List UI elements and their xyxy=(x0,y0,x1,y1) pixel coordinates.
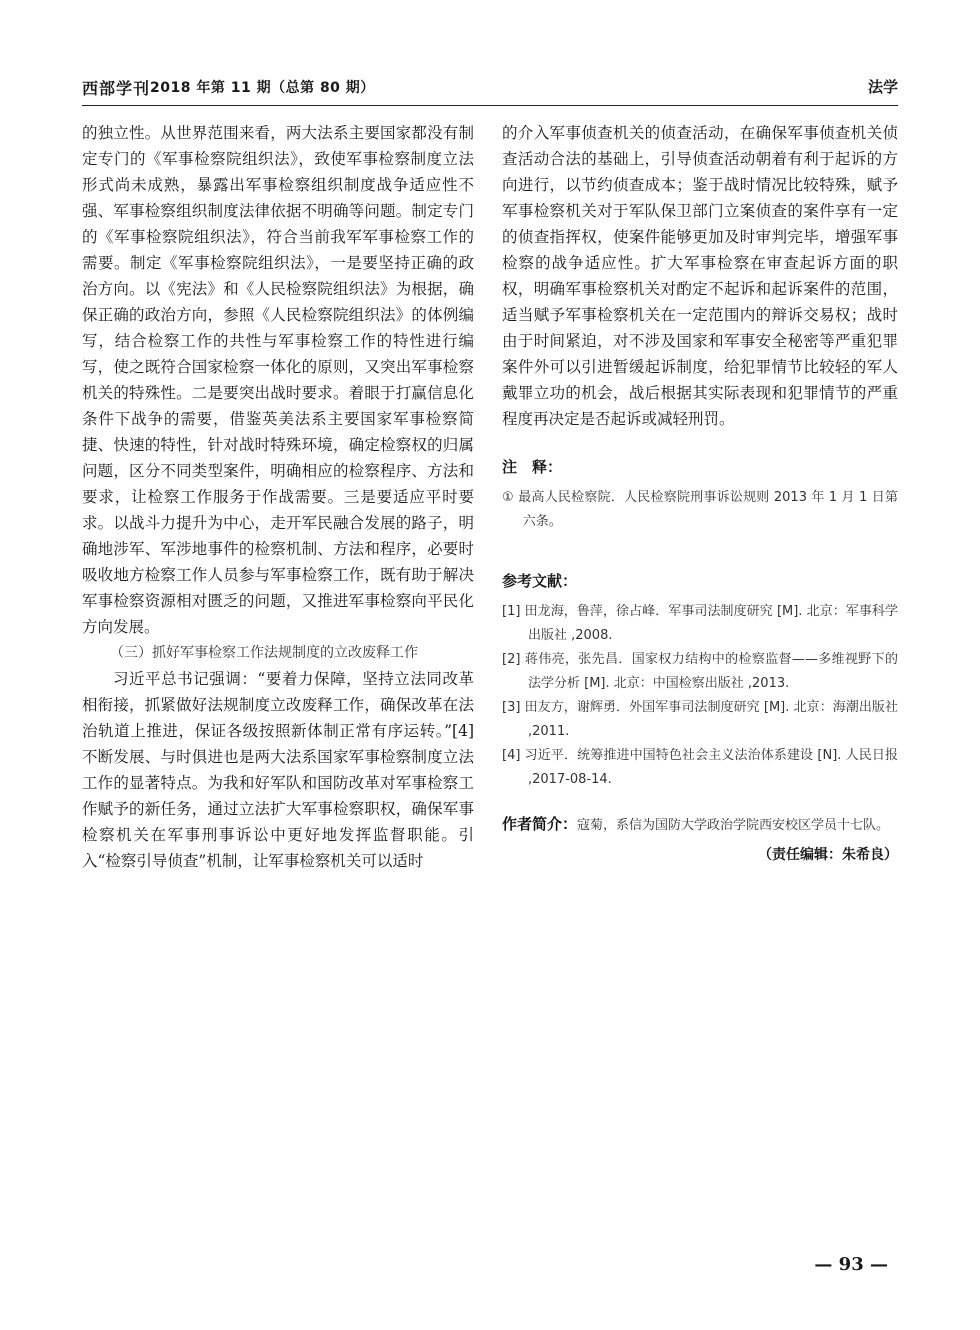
header-rule xyxy=(82,105,898,106)
references-title: 参考文献： xyxy=(502,572,578,590)
note-item: ① 最高人民检察院．人民检察院刑事诉讼规则 2013 年 1 月 1 日第六条。 xyxy=(502,490,898,529)
body-paragraph: 习近平总书记强调：“要着力保障，坚持立法同改革相衔接，抓紧做好法规制度立改废释工作，确保改革在法治轨道上推进，保证各级按照新体制正常有序运转。”[4] 不断发展、与时俱进也是两大法系国家军事检察制度立法工作的显著特点。为我和好军队和国防改革对军事检察工作赋予的新任务，通过立法扩大军事检察职权，确保军事检察机关在军事刑事诉讼中更好地发挥监督职能。引入“检察引导侦查”机制，让军事检察机关可以适时 xyxy=(82,670,474,870)
author-label: 作者简介： xyxy=(502,815,578,833)
body-paragraph: 的介入军事侦查机关的侦查活动，在确保军事侦查机关侦查活动合法的基础上，引导侦查活动朝着有利于起诉的方向进行，以节约侦查成本；鉴于战时情况比较特殊，赋予军事检察机关对于军队保卫部门立案侦查的案件享有一定的侦查指挥权，使案件能够更加及时审判完毕，增强军事检察的战争适应性。扩大军事检察在审查起诉方面的职权，明确军事检察机关对酌定不起诉和起诉案件的范围，适当赋予军事检察机关在一定范围内的辩诉交易权；战时由于时间紧迫，对不涉及国家和军事安全秘密等严重犯罪案件外可以引进暂缓起诉制度，给犯罪情节比较轻的军人戴罪立功的机会，战后根据其实际表现和犯罪情节的严重程度再决定是否起诉或减轻刑罚。 xyxy=(502,124,898,428)
running-header xyxy=(82,76,898,102)
body-paragraph: 的独立性。从世界范围来看，两大法系主要国家都没有制定专门的《军事检察院组织法》，致使军事检察制度立法形式尚未成熟，暴露出军事检察组织制度战争适应性不强、军事检察组织制度法律依据不明确等问题。制定专门的《军事检察院组织法》，符合当前我军军事检察工作的需要。制定《军事检察院组织法》，一是要坚持正确的政治方向。以《宪法》和《人民检察院组织法》为根据，确保正确的政治方向，参照《人民检察院组织法》的体例编写，结合检察工作的共性与军事检察工作的特性进行编写，使之既符合国家检察一体化的原则，又突出军事检察机关的特殊性。二是要突出战时要求。着眼于打赢信息化条件下战争的需要，借鉴英美法系主要国家军事检察简捷、快速的特性，针对战时特殊环境，确定检察权的归属问题，区分不同类型案件，明确相应的检察程序、方法和要求，让检察工作服务于作战需要。三是要适应平时要求。以战斗力提升为中心，走开军民融合发展的路子，明确地涉军、军涉地事件的检察机制、方法和程序，必要时吸收地方检察工作人员参与军事检察工作，既有助于解决军事检察资源相对匮乏的问题，又推进军事检察向平民化方向发展。 xyxy=(82,124,474,636)
right-column xyxy=(502,120,898,868)
reference-item: [1] 田龙海，鲁萍，徐占峰．军事司法制度研究 [M]. 北京：军事科学出版社 ,2008. xyxy=(502,604,898,643)
reference-item: [3] 田友方，谢辉勇．外国军事司法制度研究 [M]. 北京：海潮出版社 ,2011. xyxy=(502,700,898,739)
reference-item: [2] 蒋伟亮，张先昌．国家权力结构中的检察监督——多维视野下的法学分析 [M]. 北京：中国检察出版社 ,2013. xyxy=(502,652,898,691)
reference-item: [4] 习近平．统筹推进中国特色社会主义法治体系建设 [N]. 人民日报 ,2017-08-14. xyxy=(502,748,898,787)
journal-name: 西部学刊 xyxy=(82,79,151,98)
notes-title: 注 释： xyxy=(502,458,563,476)
issue-info: 2018 年第 11 期（总第 80 期） xyxy=(150,80,375,96)
responsible-editor: （责任编辑：朱希良） xyxy=(758,847,898,863)
author-text: 寇菊，系信为国防大学政治学院西安校区学员十七队。 xyxy=(577,818,890,833)
author-bio xyxy=(502,812,898,838)
section-label: 法学 xyxy=(867,78,898,96)
page-number: — 93 — xyxy=(814,1254,888,1275)
left-column xyxy=(82,120,474,874)
section-subheading: （三）抓好军事检察工作法规制度的立改废释工作 xyxy=(110,645,418,661)
